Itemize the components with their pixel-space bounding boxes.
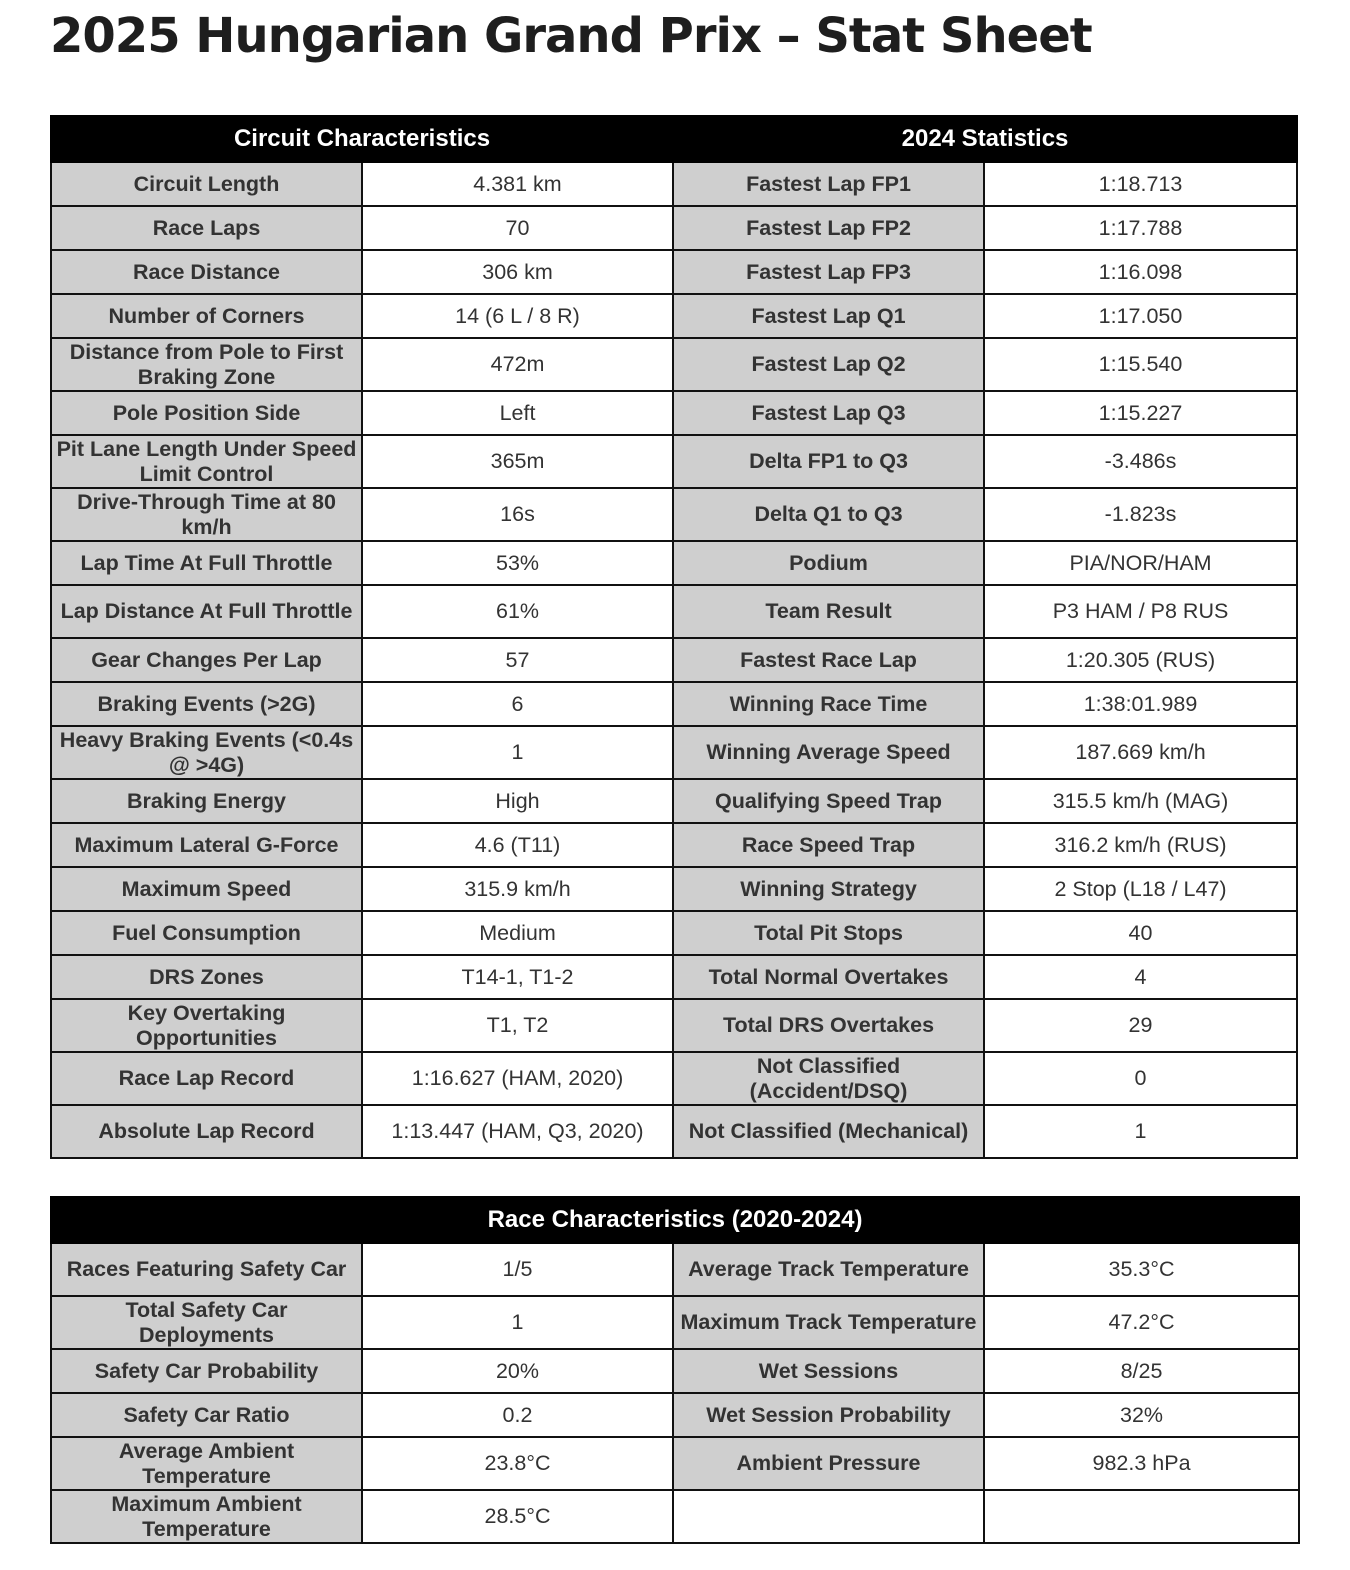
table-row xyxy=(51,541,1297,585)
stat-value: 20% xyxy=(362,1349,673,1393)
stat-label: Race Distance xyxy=(51,250,362,294)
race-characteristics-header-row xyxy=(51,1197,1299,1243)
stat-value: 982.3 hPa xyxy=(984,1437,1299,1490)
stat-label: Race Laps xyxy=(51,206,362,250)
table-row xyxy=(51,1393,1299,1437)
stat-label: Maximum Ambient Temperature xyxy=(51,1490,362,1543)
stat-value: Left xyxy=(362,391,673,435)
stat-label: Not Classified (Accident/DSQ) xyxy=(673,1052,984,1105)
stat-value: 1:20.305 (RUS) xyxy=(984,638,1297,682)
table-row xyxy=(51,867,1297,911)
stat-value: 57 xyxy=(362,638,673,682)
empty-cell xyxy=(673,1490,984,1543)
stat-value: 53% xyxy=(362,541,673,585)
stat-value: 16s xyxy=(362,488,673,541)
table-row xyxy=(51,726,1297,779)
table-row xyxy=(51,250,1297,294)
stat-value: 315.5 km/h (MAG) xyxy=(984,779,1297,823)
stat-label: Pole Position Side xyxy=(51,391,362,435)
stat-value: T14-1, T1-2 xyxy=(362,955,673,999)
stats-table-header-row xyxy=(51,116,1297,162)
table-row xyxy=(51,1105,1297,1158)
stat-value: 1:16.627 (HAM, 2020) xyxy=(362,1052,673,1105)
stat-value: 0.2 xyxy=(362,1393,673,1437)
stat-value: T1, T2 xyxy=(362,999,673,1052)
stat-value: 35.3°C xyxy=(984,1243,1299,1296)
stat-label: Wet Session Probability xyxy=(673,1393,984,1437)
stat-label: Race Speed Trap xyxy=(673,823,984,867)
stat-value: 1:17.050 xyxy=(984,294,1297,338)
race-characteristics-table xyxy=(50,1196,1300,1544)
stat-label: Total Safety Car Deployments xyxy=(51,1296,362,1349)
stat-label: Winning Average Speed xyxy=(673,726,984,779)
stat-label: Podium xyxy=(673,541,984,585)
stat-label: Total DRS Overtakes xyxy=(673,999,984,1052)
stat-value: 4 xyxy=(984,955,1297,999)
page-title: 2025 Hungarian Grand Prix – Stat Sheet xyxy=(50,8,1092,64)
stat-value: 47.2°C xyxy=(984,1296,1299,1349)
stat-value: 1:17.788 xyxy=(984,206,1297,250)
stat-value: 0 xyxy=(984,1052,1297,1105)
stat-value: High xyxy=(362,779,673,823)
stat-value: 1:15.540 xyxy=(984,338,1297,391)
table-row xyxy=(51,488,1297,541)
table-row xyxy=(51,638,1297,682)
circuit-characteristics-header: Circuit Characteristics xyxy=(51,116,673,162)
stat-label: Gear Changes Per Lap xyxy=(51,638,362,682)
stat-label: Braking Energy xyxy=(51,779,362,823)
stat-value: 14 (6 L / 8 R) xyxy=(362,294,673,338)
stat-label: Winning Strategy xyxy=(673,867,984,911)
stat-value: 8/25 xyxy=(984,1349,1299,1393)
stat-label: Braking Events (>2G) xyxy=(51,682,362,726)
stat-value: 306 km xyxy=(362,250,673,294)
table-row xyxy=(51,1490,1299,1543)
race-characteristics-header: Race Characteristics (2020-2024) xyxy=(51,1197,1299,1243)
stat-label: Ambient Pressure xyxy=(673,1437,984,1490)
stat-label: Safety Car Ratio xyxy=(51,1393,362,1437)
stat-label: Average Track Temperature xyxy=(673,1243,984,1296)
stat-label: Delta Q1 to Q3 xyxy=(673,488,984,541)
table-row xyxy=(51,162,1297,206)
stat-label: Circuit Length xyxy=(51,162,362,206)
stat-label: Safety Car Probability xyxy=(51,1349,362,1393)
stat-value: 1 xyxy=(984,1105,1297,1158)
stat-value: 1/5 xyxy=(362,1243,673,1296)
stat-label: Maximum Track Temperature xyxy=(673,1296,984,1349)
stat-value: 32% xyxy=(984,1393,1299,1437)
table-row xyxy=(51,1296,1299,1349)
stat-label: Fastest Lap FP2 xyxy=(673,206,984,250)
stat-label: Fastest Lap Q3 xyxy=(673,391,984,435)
stat-label: Absolute Lap Record xyxy=(51,1105,362,1158)
stat-label: DRS Zones xyxy=(51,955,362,999)
stat-value: Medium xyxy=(362,911,673,955)
stat-value: 70 xyxy=(362,206,673,250)
statistics-2024-header: 2024 Statistics xyxy=(673,116,1297,162)
stat-label: Fastest Lap FP1 xyxy=(673,162,984,206)
stat-label: Delta FP1 to Q3 xyxy=(673,435,984,488)
stat-label: Wet Sessions xyxy=(673,1349,984,1393)
stat-value: 4.6 (T11) xyxy=(362,823,673,867)
stat-label: Maximum Speed xyxy=(51,867,362,911)
stat-value: 4.381 km xyxy=(362,162,673,206)
stat-value: 1:16.098 xyxy=(984,250,1297,294)
table-row xyxy=(51,391,1297,435)
stat-label: Distance from Pole to First Braking Zone xyxy=(51,338,362,391)
stat-label: Races Featuring Safety Car xyxy=(51,1243,362,1296)
stat-label: Pit Lane Length Under Speed Limit Control xyxy=(51,435,362,488)
table-row xyxy=(51,1243,1299,1296)
table-row xyxy=(51,1437,1299,1490)
stat-value: 1:38:01.989 xyxy=(984,682,1297,726)
stat-value: -1.823s xyxy=(984,488,1297,541)
table-row xyxy=(51,206,1297,250)
table-row xyxy=(51,779,1297,823)
stat-label: Fastest Lap FP3 xyxy=(673,250,984,294)
stat-value: 40 xyxy=(984,911,1297,955)
stat-label: Heavy Braking Events (<0.4s @ >4G) xyxy=(51,726,362,779)
stat-value: PIA/NOR/HAM xyxy=(984,541,1297,585)
table-row xyxy=(51,338,1297,391)
stat-label: Fastest Race Lap xyxy=(673,638,984,682)
stat-value: 472m xyxy=(362,338,673,391)
stat-value: 187.669 km/h xyxy=(984,726,1297,779)
stat-label: Fuel Consumption xyxy=(51,911,362,955)
stat-label: Number of Corners xyxy=(51,294,362,338)
table-row xyxy=(51,1349,1299,1393)
stat-label: Qualifying Speed Trap xyxy=(673,779,984,823)
table-row xyxy=(51,823,1297,867)
stat-value: 28.5°C xyxy=(362,1490,673,1543)
table-row xyxy=(51,585,1297,638)
stat-value: 365m xyxy=(362,435,673,488)
stat-value: P3 HAM / P8 RUS xyxy=(984,585,1297,638)
stat-value: 2 Stop (L18 / L47) xyxy=(984,867,1297,911)
stat-label: Total Normal Overtakes xyxy=(673,955,984,999)
table-row xyxy=(51,435,1297,488)
empty-cell xyxy=(984,1490,1299,1543)
stat-label: Race Lap Record xyxy=(51,1052,362,1105)
table-row xyxy=(51,682,1297,726)
stat-value: 29 xyxy=(984,999,1297,1052)
stat-value: -3.486s xyxy=(984,435,1297,488)
stat-label: Maximum Lateral G-Force xyxy=(51,823,362,867)
stat-label: Key Overtaking Opportunities xyxy=(51,999,362,1052)
stat-label: Winning Race Time xyxy=(673,682,984,726)
table-row xyxy=(51,955,1297,999)
stat-value: 1:18.713 xyxy=(984,162,1297,206)
stat-value: 23.8°C xyxy=(362,1437,673,1490)
stat-value: 6 xyxy=(362,682,673,726)
stat-label: Fastest Lap Q2 xyxy=(673,338,984,391)
stat-value: 1:13.447 (HAM, Q3, 2020) xyxy=(362,1105,673,1158)
stat-label: Fastest Lap Q1 xyxy=(673,294,984,338)
table-row xyxy=(51,294,1297,338)
stat-value: 1 xyxy=(362,1296,673,1349)
stat-label: Total Pit Stops xyxy=(673,911,984,955)
stats-table xyxy=(50,115,1298,1159)
stat-label: Team Result xyxy=(673,585,984,638)
stat-value: 1 xyxy=(362,726,673,779)
stat-value: 1:15.227 xyxy=(984,391,1297,435)
stat-value: 316.2 km/h (RUS) xyxy=(984,823,1297,867)
table-row xyxy=(51,999,1297,1052)
table-row xyxy=(51,911,1297,955)
stat-label: Lap Time At Full Throttle xyxy=(51,541,362,585)
stat-label: Lap Distance At Full Throttle xyxy=(51,585,362,638)
stat-value: 61% xyxy=(362,585,673,638)
stat-label: Average Ambient Temperature xyxy=(51,1437,362,1490)
stat-label: Not Classified (Mechanical) xyxy=(673,1105,984,1158)
stat-value: 315.9 km/h xyxy=(362,867,673,911)
table-row xyxy=(51,1052,1297,1105)
stat-label: Drive-Through Time at 80 km/h xyxy=(51,488,362,541)
